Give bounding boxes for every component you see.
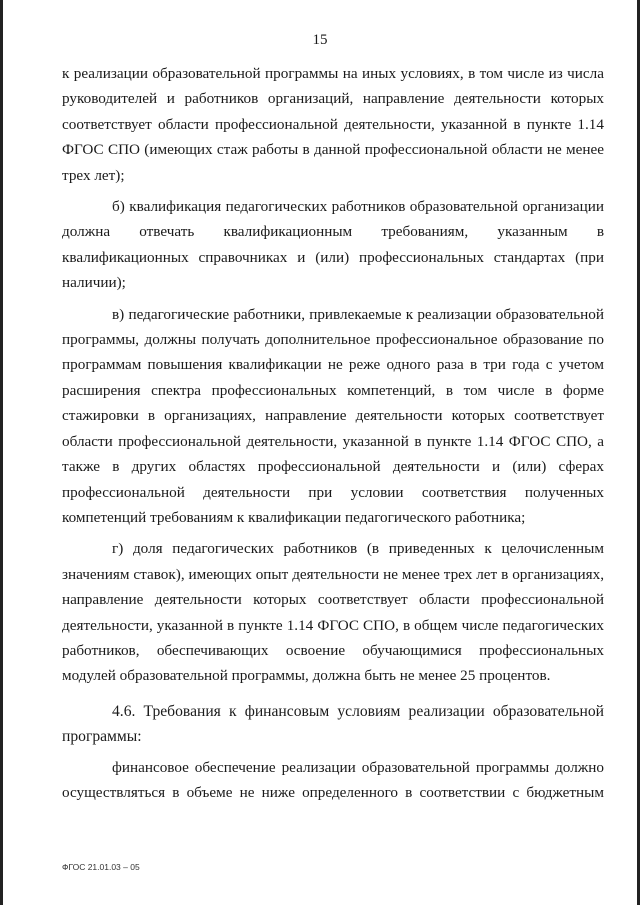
page-edge-left <box>0 0 3 905</box>
section-heading-4-6: 4.6. Требования к финансовым условиям реализации образовательной программы: <box>62 702 604 746</box>
page-number: 15 <box>312 32 328 48</box>
footer-document-code: ФГОС 21.01.03 – 05 <box>62 862 140 872</box>
paragraph-continuation: к реализации образовательной программы на иных условиях, в том числе из числа руководителей и работников организаций, направление деятельности которых соответствует области профессиональной деятельности, указанной в пункте 1.14 ФГОС СПО (имеющих стаж работы в данной профессиональной области не менее трех лет); <box>62 65 604 184</box>
paragraph-financing: финансовое обеспечение реализации образовательной программы должно осуществляться в объеме не ниже определенного в соответствии с бюджетным <box>62 758 604 801</box>
paragraph-item-v: в) педагогические работники, привлекаемые к реализации образовательной программы, должны получать дополнительное профессиональное образование по программам повышения квалификации не реже одного раза в три года с учетом расширения спектра профессиональных компетенций, в том числе в форме стажировки в организациях, направление деятельности которых соответствует области профессиональной деятельности, указанной в пункте 1.14 ФГОС СПО, а также в других областях профессиональной деятельности и (или) сферах профессиональной деятельности при условии соответствия полученных компетенций требованиям к квалификации педагогического работника; <box>62 305 604 526</box>
paragraph-item-g: г) доля педагогических работников (в приведенных к целочисленным значениям ставок), имеющих опыт деятельности не менее трех лет в организациях, направление деятельности которых соответствует области профессиональной деятельности, указанной в пункте 1.14 ФГОС СПО, в общем числе педагогических работников, обеспечивающих освоение обучающимися профессиональных модулей образовательной программы, должна быть не менее 25 процентов. <box>62 540 604 685</box>
paragraph-item-b: б) квалификация педагогических работников образовательной организации должна отвечать квалификационным требованиям, указанным в квалификационных справочниках и (или) профессиональных стандартах (при наличии); <box>62 198 604 292</box>
document-body <box>62 61 604 805</box>
